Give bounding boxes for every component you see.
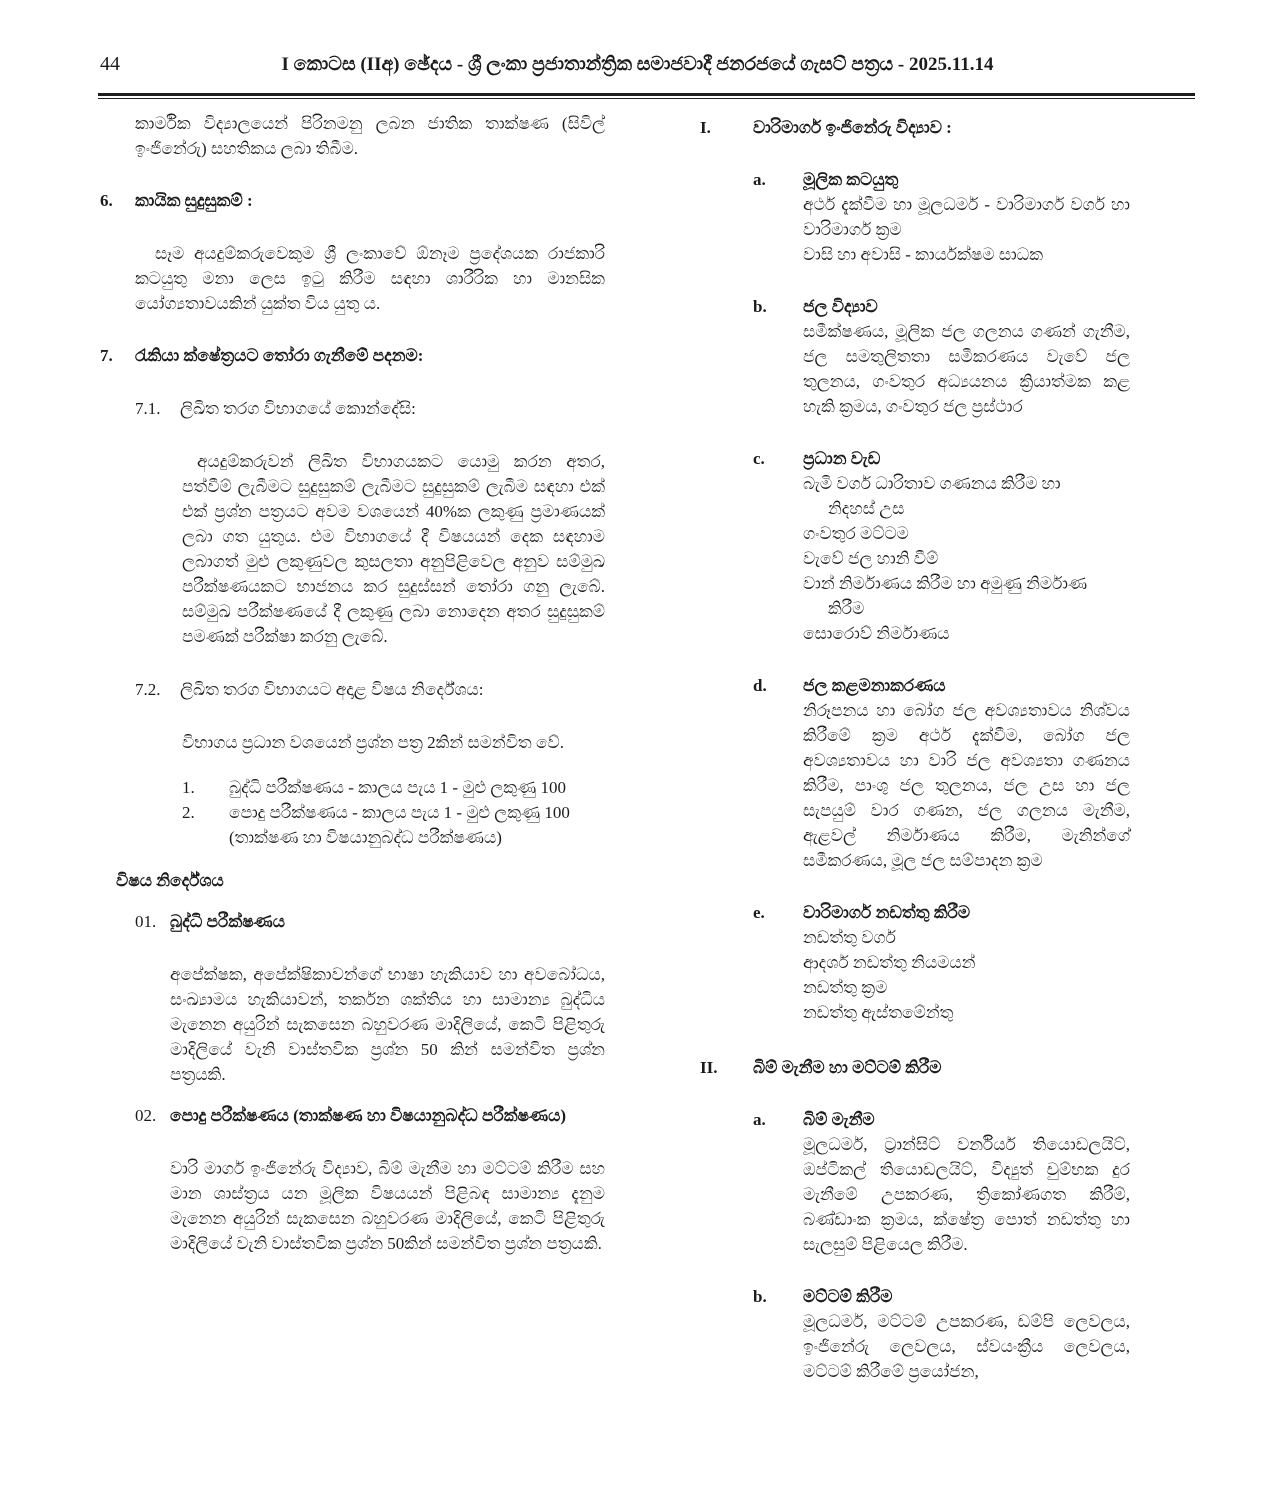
subtopic-label: c.	[753, 449, 765, 468]
left-column	[100, 111, 605, 1384]
subsection-number: 7.1.	[135, 399, 161, 418]
syllabus-item-title: බුද්ධි පරීක්ෂණය	[170, 912, 285, 931]
syllabus-line: නඩත්තු ඇස්තමේන්තු	[803, 1003, 954, 1022]
subtopic-content	[803, 294, 1130, 419]
subtopic-paragraph: මූලධර්ම, ට්‍රාන්සිට් වර්නියර් තියොඩලයිට්, ඔප්ටිකල් තියොඩලයිට්, විද්‍යුත් චුම්භක දුර මැනීමේ උපකරණ, ත්‍රිකෝණගත කිරීම්, බණ්ඩාංක ක්‍රමය, ක්ෂේත්‍ර පොත් නඩත්තු හා සැලසුම් පිළියෙල කිරීම.	[803, 1135, 1130, 1254]
list-item-note: (තාක්ෂණ හා විෂයානුබද්ධ පරීක්ෂණය)	[229, 828, 502, 847]
subtopic-title: ජල කළමනාකරණය	[803, 676, 946, 695]
subtopic-content	[803, 1107, 1130, 1257]
page-header	[0, 0, 1275, 84]
syllabus-line: වාසි හා අවාසි - කාර්යක්ෂම සාධක	[803, 245, 1044, 264]
syllabus-line: ආදර්ශ නඩත්තු නියමයන්	[803, 953, 976, 972]
page-number: 44	[100, 53, 120, 75]
section-title: කායික සුදුසුකම් :	[135, 191, 253, 210]
section-6-heading	[100, 188, 605, 213]
subtopic-a	[753, 167, 1130, 267]
section-7-1-heading	[135, 396, 605, 421]
syllabus-line: නඩත්තු වර්ග	[803, 928, 896, 947]
header-rule	[98, 93, 1195, 99]
subsection-title: ලිඛිත තරග විභාගයේ කොන්දේසි:	[180, 399, 416, 418]
topic-number: II.	[700, 1058, 718, 1077]
subtopic-title: ප්‍රධාන වැඩ	[803, 449, 881, 468]
topic-title: වාරිමාර්ග ඉංජිනේරු විද්‍යාව :	[753, 118, 952, 137]
section-7-heading	[100, 343, 605, 368]
subtopic-label: d.	[753, 676, 767, 695]
subtopic-content	[803, 446, 1130, 646]
syllabus-item-number: 02.	[135, 1106, 157, 1125]
subtopic-c	[753, 446, 1130, 646]
subtopic-title: ජල විද්‍යාව	[803, 297, 878, 316]
syllabus-line: වැවේ ජල හානි වීම්	[803, 549, 939, 568]
syllabus-line: සොරොව් නිර්මාණය	[803, 624, 950, 643]
subtopic-label: b.	[753, 297, 767, 316]
subtopic-e	[753, 900, 1130, 1025]
list-item-number: 1.	[182, 778, 195, 797]
syllabus-line: ගංවතුර මට්ටම	[803, 524, 909, 543]
section-number: 6.	[100, 191, 113, 210]
subtopic-content	[803, 673, 1130, 873]
list-item	[182, 775, 605, 800]
syllabus-item-title: පොදු පරීක්ෂණය (තාක්ෂණ හා විෂයානුබද්ධ පරීක්ෂණය)	[170, 1106, 567, 1125]
topic-II-heading	[700, 1055, 1130, 1080]
syllabus-item-02-heading	[135, 1103, 605, 1128]
syllabus-line: අර්ථ දැක්වීම හා මූලධර්ම - වාරිමාර්ග වර්ග හා වාරිමාර්ග ක්‍රම	[803, 195, 1130, 239]
syllabus-line: නඩත්තු ක්‍රම	[803, 978, 888, 997]
section-6-paragraph: සෑම අයදුම්කරුවෙකුම ශ්‍රී ලංකාවේ ඕනෑම ප්‍රදේශයක රාජකාරි කටයුතු මනා ලෙස ඉටු කිරීම සඳහා ශාරීරික හා මානසික යෝග්‍යතාවයකින් යුක්ත විය යුතු ය.	[135, 244, 605, 313]
subtopic-label: b.	[753, 1287, 767, 1306]
continued-paragraph: කාර්මික විද්‍යාලයෙන් පිරිනමනු ලබන ජාතික තාක්ෂණ (සිවිල් ඉංජිනේරු) සහතිකය ලබා තිබීම.	[135, 114, 605, 158]
subtopic-paragraph: සමීක්ෂණය, මූලික ජල ගලනය ගණන් ගැනීම, ජල සමතුලිතතා සමීකරණය වැවේ ජල තුලනය, ගංවතුර අධ්‍යයනය ක්‍රියාත්මක කළ හැකි ක්‍රමය, ගංවතුර ජල ප්‍රස්ථාර	[803, 322, 1130, 416]
topic-I-heading	[700, 115, 1130, 140]
subtopic-II-a	[753, 1107, 1130, 1257]
subtopic-paragraph: නිරූපනය හා බෝග ජල අවශ්‍යතාවය නිශ්වය කිරීමේ ක්‍රම අර්ථ දැක්වීම, බෝග ජල අවශ්‍යතාවය හා වාරි ජල අවශ්‍යතා ගණනය කිරීම, පාංශු ජල තුලනය, ජල උස හා ජල සැපයුම් වාර ගණන, ජල ගලනය මැනීම, ඇළවල් නිර්මාණය කිරීම, මැනින්ගේ සමීකරණය, මූල ජල සම්පාදන ක්‍රම	[803, 701, 1130, 870]
section-title: රැකියා ක්ෂේත්‍රයට තෝරා ගැනීමේ පදනම:	[135, 346, 424, 365]
subsection-title: ලිඛිත තරග විභාගයට අදාළ විෂය නිර්දේශය:	[180, 680, 484, 699]
syllabus-line: කිරීම	[828, 599, 865, 618]
subtopic-content	[803, 1284, 1130, 1384]
syllabus-item-01-paragraph: අපේක්ෂක, අපේක්ෂිකාවන්ගේ භාෂා හැකියාව හා අවබෝධය, සංඛ්‍යාමය හැකියාවන්, තර්කන ශක්තිය හා සාමාන්‍ය බුද්ධිය මැනෙන අයුරින් සැකසෙන බහුවරණ මාදිලියේ, කෙටි පිළිතුරු මාදිලියේ වැනි වාස්තවික ප්‍රශ්න 50 කින් සමන්විත ප්‍රශ්න පත්‍රයකි.	[170, 965, 605, 1084]
subtopic-II-b	[753, 1284, 1130, 1384]
section-7-2-heading	[135, 677, 605, 702]
subtopic-title: බිම් මැනීම	[803, 1110, 875, 1129]
right-column	[700, 111, 1130, 1384]
subtopic-d	[753, 673, 1130, 873]
syllabus-item-02-paragraph: වාරි මාර්ග ඉංජිනේරු විද්‍යාව, බිම් මැනීම හා මට්ටම් කිරීම සහ මාන ශාස්ත්‍රය යන මූලික විෂයයන් පිළිබඳ සාමාන්‍ය දැනුම මැනෙන අයුරින් සැකසෙන බහුවරණ මාදිලියේ, කෙටි පිළිතුරු මාදිලියේ වැනි වාස්තවික ප්‍රශ්න 50කින් සමන්විත ප්‍රශ්න පත්‍රයකි.	[170, 1159, 605, 1253]
list-item-text: බුද්ධි පරීක්ෂණය - කාලය පැය 1 - මුළු ලකුණු 100	[229, 778, 566, 797]
subtopic-b	[753, 294, 1130, 419]
syllabus-line: නිදහස් උස	[828, 499, 905, 518]
topic-title: බිම් මැනීම හා මට්ටම් කිරීම	[753, 1058, 942, 1077]
subtopic-content	[803, 167, 1130, 267]
syllabus-line: වාන් නිර්මාණය කිරීම හා අමුණු නිර්මාණ	[803, 574, 1088, 593]
subtopic-content	[803, 900, 1130, 1025]
subtopic-title: වාරිමාර්ග නඩත්තු කිරීම	[803, 903, 971, 922]
list-item	[182, 800, 605, 825]
exam-paper-list	[182, 775, 605, 850]
syllabus-line: බැමි වර්ග ධාරිතාව ගණනය කිරීම හා	[803, 474, 1061, 493]
subtopic-label: e.	[753, 903, 765, 922]
syllabus-item-01-heading	[135, 909, 605, 934]
subtopic-label: a.	[753, 170, 766, 189]
list-item-number: 2.	[182, 803, 195, 822]
syllabus-heading: විෂය නිර්දේශය	[116, 871, 224, 890]
subtopic-title: මූලික කටයුතු	[803, 170, 899, 189]
subtopic-paragraph: මූලධර්ම, මට්ටම් උපකරණ, ඩම්පි ලෙවලය, ඉංජිනේරු ලෙවලය, ස්වයංක්‍රීය ලෙවලය, මට්ටම් කිරීමේ ප්‍රයෝජන,	[803, 1312, 1130, 1381]
subtopic-label: a.	[753, 1110, 766, 1129]
section-7-1-paragraph: අයදුම්කරුවන් ලිඛිත විභාගයකට යොමු කරන අතර, පත්වීම් ලැබීමට සුදුසුකම් ලැබීමට සුදුසුකම් ලැබීම සඳහා එක් එක් ප්‍රශ්න පත්‍රයට අවම වශයෙන් 40%ක ලකුණු ප්‍රමාණයක් ලබා ගත යුතුය. එම විභාගයේ දී විෂයයන් දෙක සඳහාම ලබාගත් මුළු ලකුණුවල කුසලතා අනුපිළිවෙල අනුව සම්මුඛ පරීක්ෂණයකට භාජනය කර සුදුස්සන් තෝරා ගනු ලැබේ. සම්මුඛ පරීක්ෂණයේ දී ලකුණු ලබා නොදෙන අතර සුදුසුකම් පමණක් පරීක්ෂා කරනු ලැබේ.	[182, 452, 605, 646]
syllabus-item-number: 01.	[135, 912, 157, 931]
section-number: 7.	[100, 346, 113, 365]
two-column-body	[100, 111, 1275, 1384]
list-item-text: පොදු පරීක්ෂණය - කාලය පැය 1 - මුළු ලකුණු 100	[229, 803, 570, 822]
subtopic-title: මට්ටම් කිරීම	[803, 1287, 893, 1306]
topic-number: I.	[700, 118, 711, 137]
gazette-title: I කොටස (IIඅ) ඡේදය - ශ්‍රී ලංකා ප්‍රජාතාන්ත්‍රික සමාජවාදී ජනරජයේ ගැසට් පත්‍රය - 2025.11.14	[281, 54, 994, 75]
subsection-number: 7.2.	[135, 680, 161, 699]
section-7-2-paragraph: විභාගය ප්‍රධාන වශයෙන් ප්‍රශ්න පත්‍ර 2කින් සමන්විත වේ.	[182, 733, 565, 752]
